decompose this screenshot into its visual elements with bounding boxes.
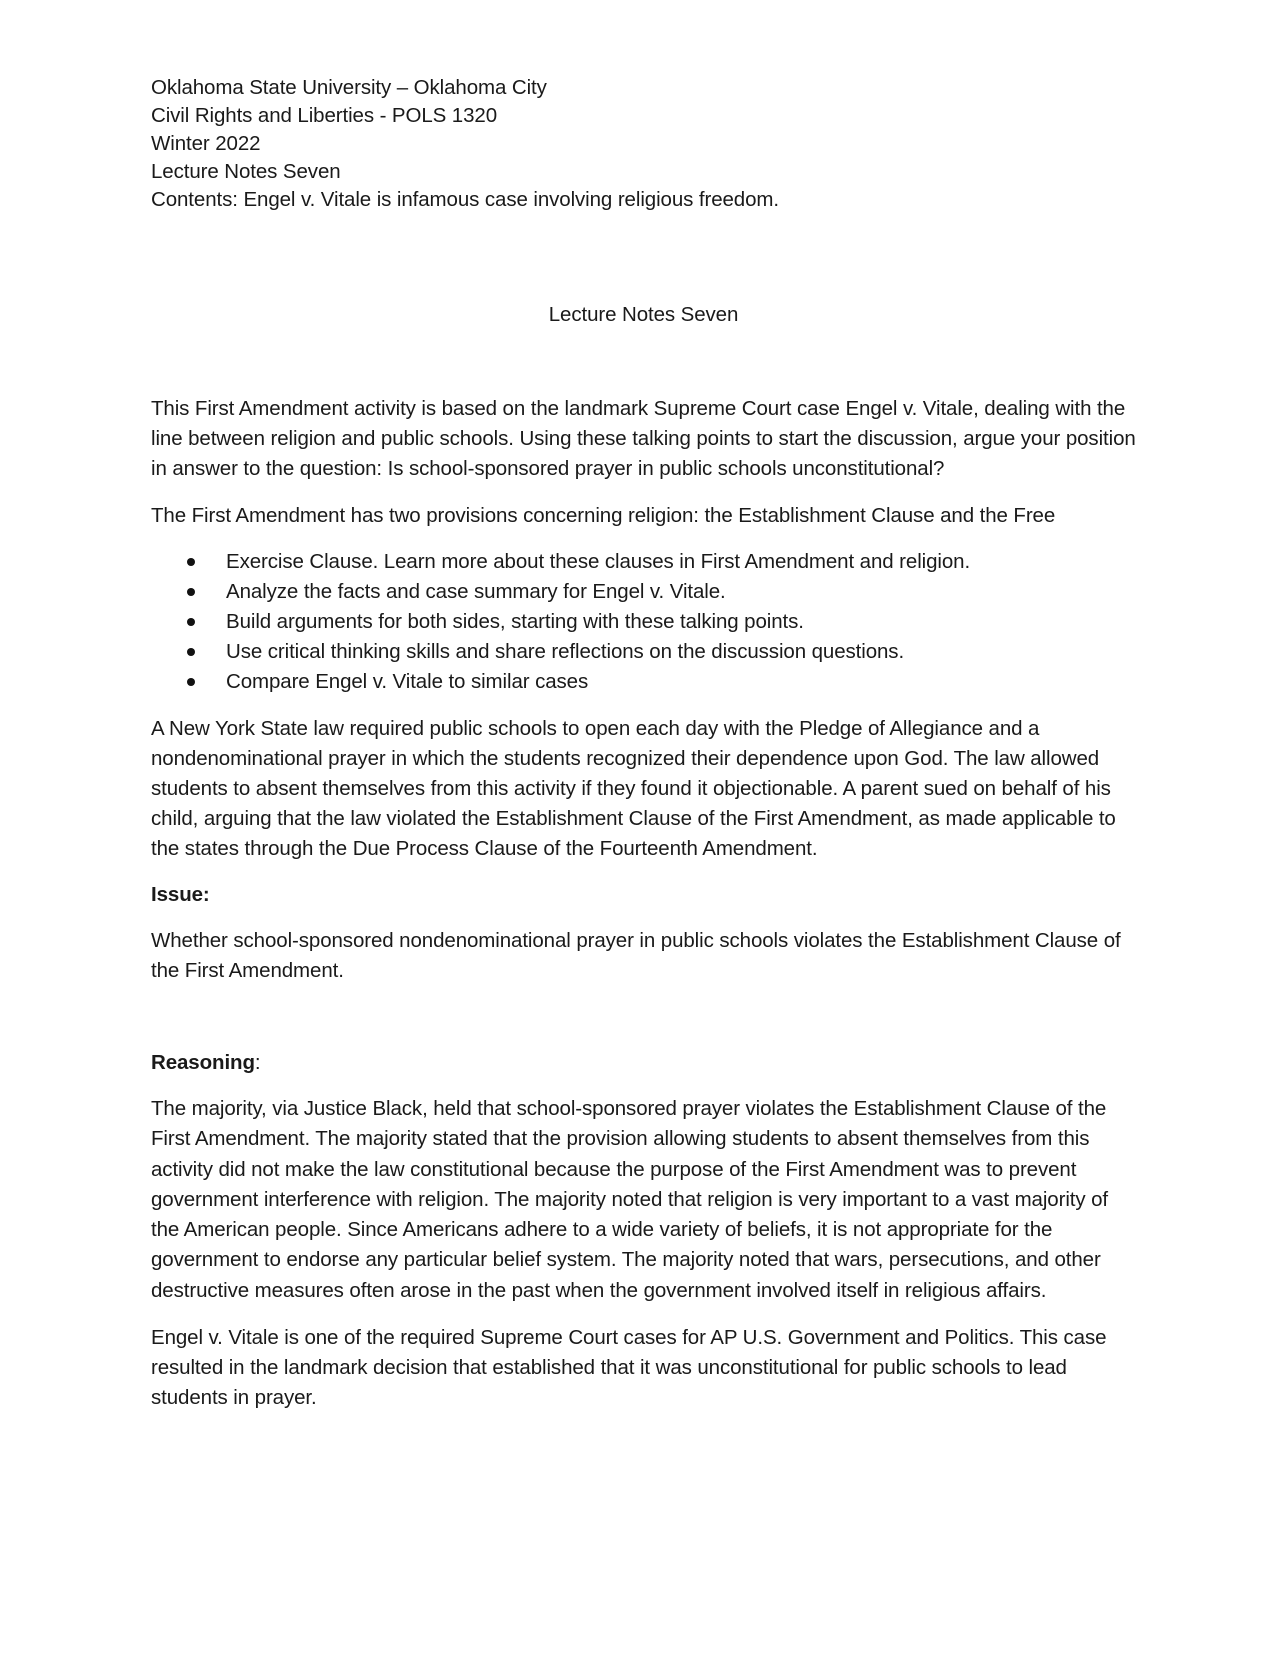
bullet-icon: [187, 678, 195, 686]
issue-heading: Issue:: [151, 883, 210, 906]
facts-paragraph: A New York State law required public schools to open each day with the Pledge of Allegiance and a nondenominational prayer in which the students recognized their dependence upon God. The law allowed students to absent themselves from this activity if they found it objectionable. A parent sued on behalf of his child, arguing that the law violated the Establishment Clause of the First Amendment, as made applicable to the states through the Due Process Clause of the Fourteenth Amendment.: [151, 717, 1116, 860]
list-item-text: Exercise Clause. Learn more about these clauses in First Amendment and religion.: [226, 550, 971, 573]
intro-paragraph: This First Amendment activity is based on the landmark Supreme Court case Engel v. Vitale, dealing with the line between religion and public schools. Using these talking points to start the discussion, argue your position in answer to the question: Is school-sponsored prayer in public schools unconstitutional?: [151, 397, 1136, 480]
reasoning-heading: [151, 1049, 1136, 1077]
page-title: Lecture Notes Seven: [548, 303, 739, 326]
contents-line: Contents: Engel v. Vitale is infamous case involving religious freedom.: [151, 188, 779, 211]
bullet-icon: [187, 648, 195, 656]
list-item-text: Build arguments for both sides, starting with these talking points.: [226, 610, 804, 633]
term-line: Winter 2022: [151, 132, 261, 155]
list-item-text: Compare Engel v. Vitale to similar cases: [226, 670, 589, 693]
bullet-icon: [187, 618, 195, 626]
document-page: [151, 74, 1136, 1413]
institution-line: Oklahoma State University – Oklahoma City: [151, 76, 547, 99]
reasoning-heading-colon: :: [254, 1051, 261, 1074]
list-item-text: Use critical thinking skills and share reflections on the discussion questions.: [226, 640, 905, 663]
list-item-text: Analyze the facts and case summary for Engel v. Vitale.: [226, 580, 726, 603]
issue-paragraph: Whether school-sponsored nondenominational prayer in public schools violates the Establishment Clause of the First Amendment.: [151, 929, 1121, 982]
list-item: [151, 577, 1136, 607]
reasoning-paragraph: The majority, via Justice Black, held that school-sponsored prayer violates the Establishment Clause of the First Amendment. The majority stated that the provision allowing students to absent themselves from this activity did not make the law constitutional because the purpose of the First Amendment was to prevent government interference with religion. The majority noted that religion is very important to a vast majority of the American people. Since Americans adhere to a wide variety of beliefs, it is not appropriate for the government to endorse any particular belief system. The majority noted that wars, persecutions, and other destructive measures often arose in the past when the government involved itself in religious affairs.: [151, 1097, 1109, 1302]
reasoning-heading-label: Reasoning: [151, 1051, 255, 1074]
list-item: [151, 667, 1136, 697]
list-item: [151, 547, 1136, 577]
closing-paragraph: Engel v. Vitale is one of the required Supreme Court cases for AP U.S. Government and Politics. This case resulted in the landmark decision that established that it was unconstitutional for public schools to lead students in prayer.: [151, 1326, 1107, 1410]
course-line: Civil Rights and Liberties - POLS 1320: [151, 104, 498, 127]
notes-line: Lecture Notes Seven: [151, 160, 341, 183]
list-item: [151, 607, 1136, 637]
bullet-icon: [187, 558, 195, 566]
activity-list: [151, 547, 1136, 697]
list-item: [151, 637, 1136, 667]
document-header: [151, 74, 1136, 214]
provisions-paragraph: The First Amendment has two provisions concerning religion: the Establishment Clause and the Free: [151, 504, 1056, 527]
bullet-icon: [187, 588, 195, 596]
